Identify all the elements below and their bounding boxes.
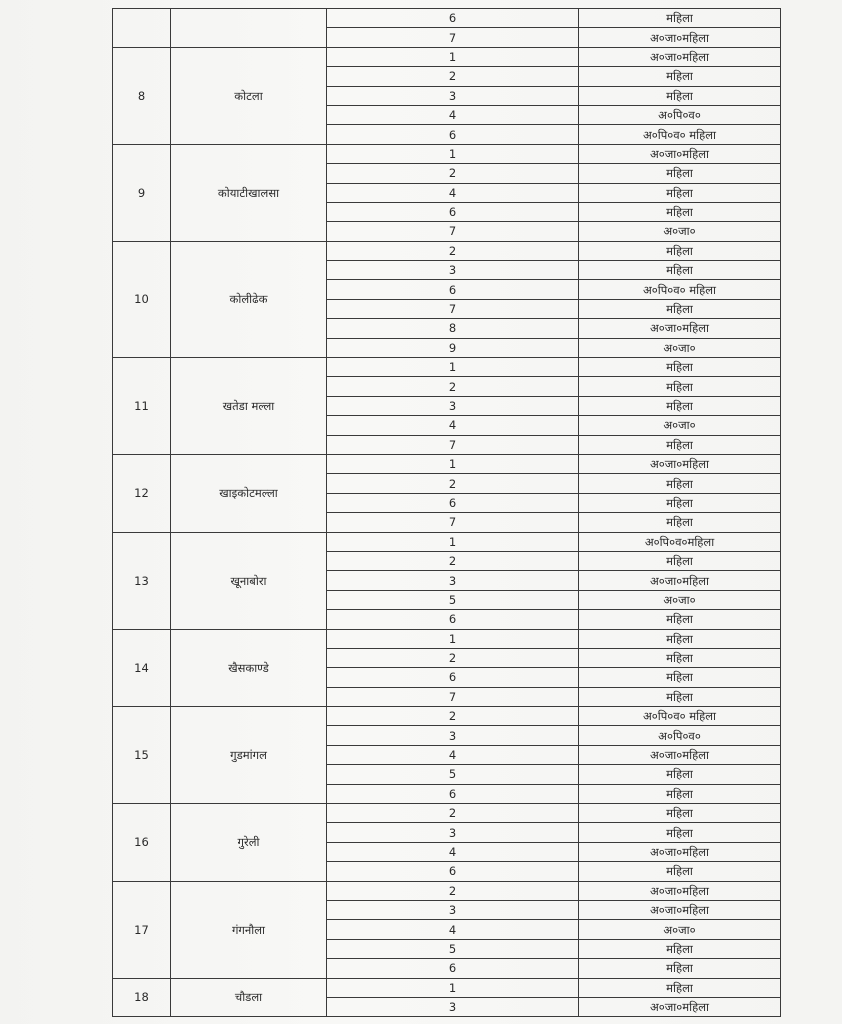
reservation-category-cell: महिला <box>579 377 781 396</box>
reservation-category-cell: अ०जा० <box>579 222 781 241</box>
serial-number-cell: 18 <box>113 978 171 1017</box>
reservation-category-cell: महिला <box>579 358 781 377</box>
reservation-category-cell: महिला <box>579 959 781 978</box>
reservation-category-cell: अ०पि०व० <box>579 105 781 124</box>
table-row <box>113 9 781 28</box>
table-body <box>113 9 781 1017</box>
ward-number-cell: 4 <box>327 183 579 202</box>
ward-number-cell: 3 <box>327 900 579 919</box>
reservation-category-cell: अ०जा०महिला <box>579 571 781 590</box>
reservation-category-cell: महिला <box>579 164 781 183</box>
reservation-category-cell: महिला <box>579 435 781 454</box>
reservation-category-cell: महिला <box>579 648 781 667</box>
reservation-category-cell: अ०जा०महिला <box>579 144 781 163</box>
reservation-category-cell: महिला <box>579 183 781 202</box>
ward-number-cell: 9 <box>327 338 579 357</box>
ward-number-cell: 3 <box>327 997 579 1016</box>
ward-number-cell: 1 <box>327 532 579 551</box>
ward-number-cell: 6 <box>327 125 579 144</box>
reservation-category-cell: महिला <box>579 862 781 881</box>
ward-number-cell: 3 <box>327 396 579 415</box>
serial-number-cell: 11 <box>113 358 171 455</box>
reservation-category-cell: महिला <box>579 202 781 221</box>
ward-number-cell: 6 <box>327 9 579 28</box>
ward-number-cell: 3 <box>327 823 579 842</box>
reservation-category-cell: महिला <box>579 67 781 86</box>
reservation-category-cell: अ०जा०महिला <box>579 900 781 919</box>
ward-number-cell: 2 <box>327 707 579 726</box>
ward-number-cell: 1 <box>327 629 579 648</box>
reservation-table <box>112 8 781 1017</box>
reservation-category-cell: अ०जा०महिला <box>579 47 781 66</box>
ward-number-cell: 2 <box>327 881 579 900</box>
serial-number-cell: 8 <box>113 47 171 144</box>
ward-number-cell: 1 <box>327 454 579 473</box>
serial-number-cell: 17 <box>113 881 171 978</box>
ward-number-cell: 3 <box>327 261 579 280</box>
table-row <box>113 532 781 551</box>
reservation-category-cell: महिला <box>579 610 781 629</box>
reservation-category-cell: अ०पि०व० महिला <box>579 280 781 299</box>
ward-number-cell: 6 <box>327 202 579 221</box>
reservation-category-cell: अ०पि०व० महिला <box>579 125 781 144</box>
reservation-category-cell: महिला <box>579 765 781 784</box>
ward-number-cell: 8 <box>327 319 579 338</box>
ward-number-cell: 5 <box>327 765 579 784</box>
serial-number-cell: 16 <box>113 804 171 882</box>
ward-number-cell: 3 <box>327 571 579 590</box>
reservation-category-cell: महिला <box>579 9 781 28</box>
serial-number-cell: 12 <box>113 454 171 532</box>
ward-number-cell: 6 <box>327 862 579 881</box>
reservation-category-cell: अ०जा० <box>579 338 781 357</box>
gram-panchayat-name-cell <box>171 9 327 48</box>
serial-number-cell: 15 <box>113 707 171 804</box>
table-row <box>113 454 781 473</box>
ward-number-cell: 6 <box>327 959 579 978</box>
gram-panchayat-name-cell: गुरेली <box>171 804 327 882</box>
reservation-category-cell: अ०जा०महिला <box>579 881 781 900</box>
table-row <box>113 881 781 900</box>
reservation-category-cell: महिला <box>579 241 781 260</box>
serial-number-cell <box>113 9 171 48</box>
ward-number-cell: 5 <box>327 939 579 958</box>
ward-number-cell: 2 <box>327 648 579 667</box>
gram-panchayat-name-cell: कोलीढेक <box>171 241 327 357</box>
ward-number-cell: 2 <box>327 551 579 570</box>
gram-panchayat-name-cell: गंगनौला <box>171 881 327 978</box>
ward-number-cell: 2 <box>327 377 579 396</box>
ward-number-cell: 3 <box>327 726 579 745</box>
gram-panchayat-name-cell: कोयाटीखालसा <box>171 144 327 241</box>
reservation-category-cell: महिला <box>579 86 781 105</box>
ward-number-cell: 4 <box>327 920 579 939</box>
reservation-category-cell: अ०जा०महिला <box>579 28 781 47</box>
reservation-category-cell: अ०जा०महिला <box>579 842 781 861</box>
serial-number-cell: 9 <box>113 144 171 241</box>
ward-number-cell: 7 <box>327 28 579 47</box>
ward-number-cell: 2 <box>327 804 579 823</box>
ward-number-cell: 3 <box>327 86 579 105</box>
reservation-category-cell: महिला <box>579 784 781 803</box>
ward-number-cell: 1 <box>327 978 579 997</box>
reservation-category-cell: अ०जा०महिला <box>579 997 781 1016</box>
reservation-category-cell: अ०पि०व० महिला <box>579 707 781 726</box>
gram-panchayat-name-cell: खाइकोटमल्ला <box>171 454 327 532</box>
ward-number-cell: 5 <box>327 590 579 609</box>
reservation-category-cell: महिला <box>579 493 781 512</box>
table-row <box>113 144 781 163</box>
ward-number-cell: 7 <box>327 222 579 241</box>
reservation-category-cell: अ०जा०महिला <box>579 319 781 338</box>
ward-number-cell: 6 <box>327 668 579 687</box>
reservation-category-cell: महिला <box>579 513 781 532</box>
gram-panchayat-name-cell: कोटला <box>171 47 327 144</box>
serial-number-cell: 14 <box>113 629 171 707</box>
table-row <box>113 978 781 997</box>
reservation-category-cell: महिला <box>579 823 781 842</box>
ward-number-cell: 1 <box>327 47 579 66</box>
ward-number-cell: 2 <box>327 241 579 260</box>
reservation-category-cell: महिला <box>579 687 781 706</box>
serial-number-cell: 13 <box>113 532 171 629</box>
reservation-category-cell: अ०पि०व० <box>579 726 781 745</box>
reservation-category-cell: महिला <box>579 978 781 997</box>
table-row <box>113 629 781 648</box>
ward-number-cell: 4 <box>327 416 579 435</box>
reservation-category-cell: अ०जा० <box>579 920 781 939</box>
ward-number-cell: 4 <box>327 105 579 124</box>
gram-panchayat-name-cell: खैसकाण्डे <box>171 629 327 707</box>
reservation-category-cell: अ०जा०महिला <box>579 745 781 764</box>
ward-number-cell: 7 <box>327 513 579 532</box>
ward-number-cell: 6 <box>327 493 579 512</box>
gram-panchayat-name-cell: चौडला <box>171 978 327 1017</box>
reservation-category-cell: महिला <box>579 668 781 687</box>
ward-number-cell: 6 <box>327 610 579 629</box>
reservation-category-cell: महिला <box>579 299 781 318</box>
reservation-category-cell: महिला <box>579 474 781 493</box>
ward-number-cell: 7 <box>327 687 579 706</box>
reservation-category-cell: महिला <box>579 261 781 280</box>
ward-number-cell: 7 <box>327 299 579 318</box>
table-row <box>113 707 781 726</box>
reservation-category-cell: अ०पि०व०महिला <box>579 532 781 551</box>
ward-number-cell: 7 <box>327 435 579 454</box>
ward-number-cell: 6 <box>327 280 579 299</box>
ward-number-cell: 2 <box>327 67 579 86</box>
ward-number-cell: 4 <box>327 842 579 861</box>
table-row <box>113 47 781 66</box>
gram-panchayat-name-cell: गुडमांगल <box>171 707 327 804</box>
reservation-category-cell: महिला <box>579 396 781 415</box>
ward-number-cell: 6 <box>327 784 579 803</box>
gram-panchayat-name-cell: खतेडा मल्ला <box>171 358 327 455</box>
serial-number-cell: 10 <box>113 241 171 357</box>
ward-number-cell: 1 <box>327 144 579 163</box>
ward-number-cell: 1 <box>327 358 579 377</box>
ward-number-cell: 2 <box>327 474 579 493</box>
reservation-category-cell: अ०जा० <box>579 590 781 609</box>
table-row <box>113 358 781 377</box>
ward-number-cell: 4 <box>327 745 579 764</box>
reservation-category-cell: महिला <box>579 939 781 958</box>
table-row <box>113 804 781 823</box>
ward-number-cell: 2 <box>327 164 579 183</box>
reservation-category-cell: महिला <box>579 629 781 648</box>
reservation-category-cell: महिला <box>579 804 781 823</box>
reservation-category-cell: अ०जा०महिला <box>579 454 781 473</box>
reservation-category-cell: महिला <box>579 551 781 570</box>
gram-panchayat-name-cell: खूनाबोरा <box>171 532 327 629</box>
table-row <box>113 241 781 260</box>
reservation-category-cell: अ०जा० <box>579 416 781 435</box>
